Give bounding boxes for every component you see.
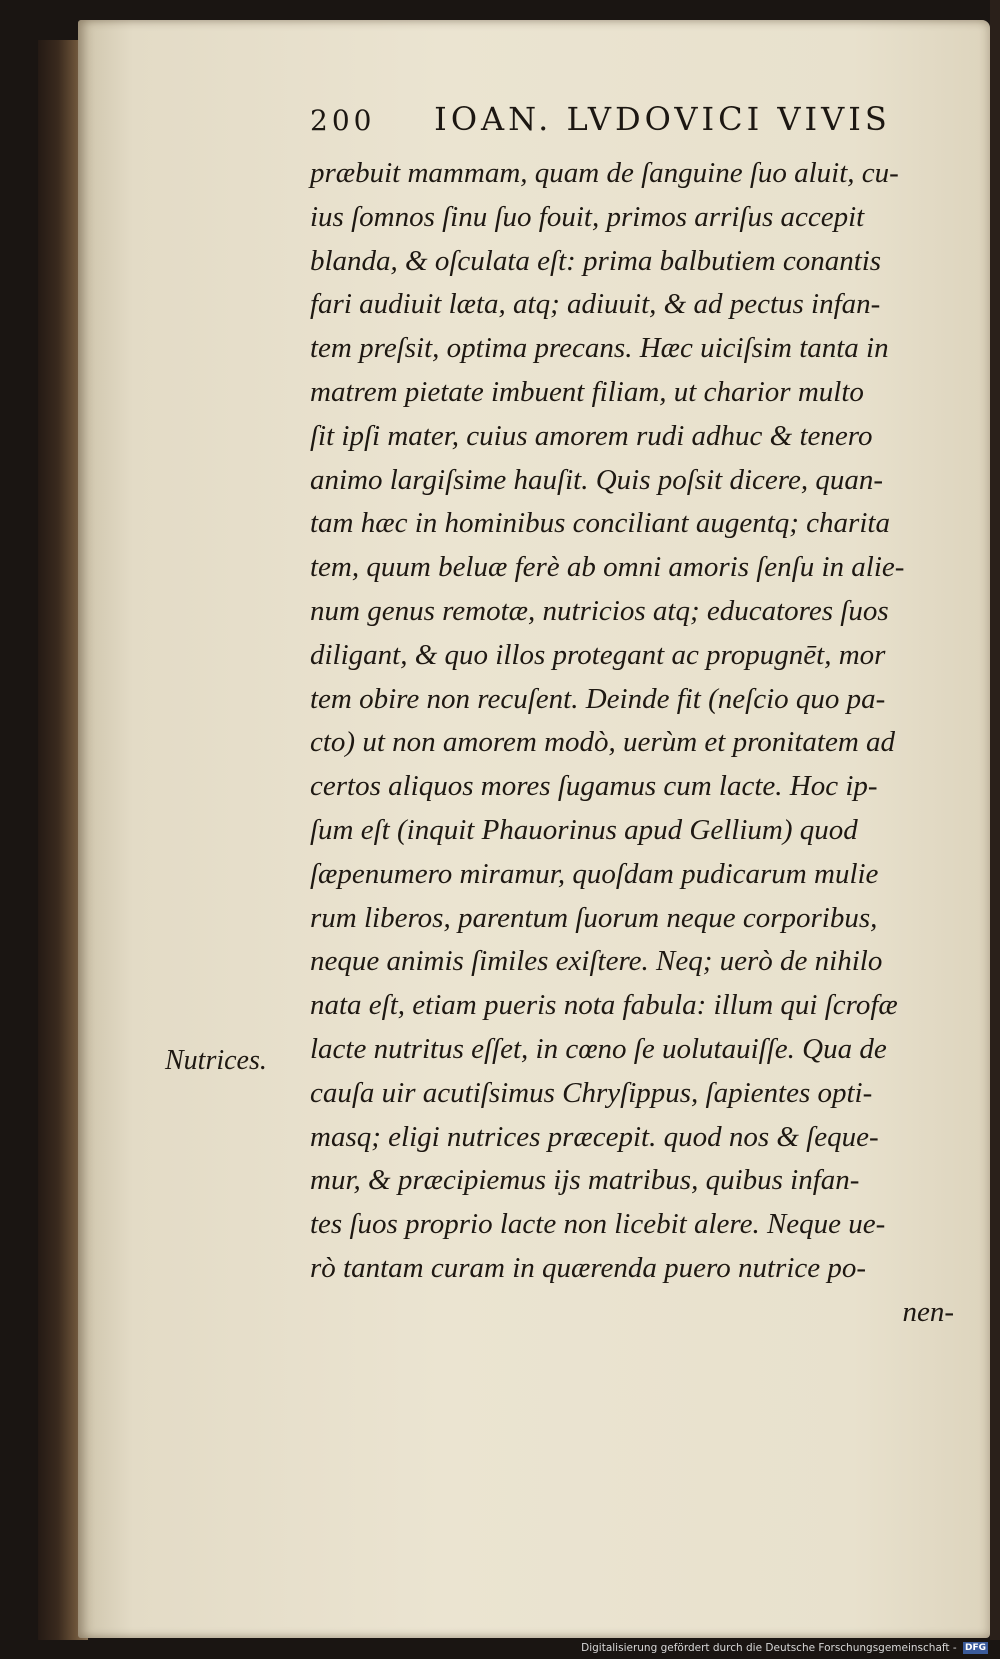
text-line: rò tantam curam in quærenda puero nutrice po- <box>310 1251 867 1284</box>
text-line: lacte nutritus eſſet, in cœno ſe uolutauiſſe. Qua de <box>310 1032 887 1065</box>
text-line: certos aliquos mores ſugamus cum lacte. Hoc ip- <box>310 770 878 803</box>
text-line: ſit ipſi mater, cuius amorem rudi adhuc & tenero <box>310 419 873 452</box>
catchword: nen- <box>902 1295 954 1328</box>
text-line: num genus remotæ, nutricios atq; educatores ſuos <box>310 594 889 627</box>
dfg-logo: DFG <box>964 1643 986 1653</box>
digitization-footer <box>581 1641 988 1655</box>
text-line: tem obire non recuſent. Deinde fit (neſcio quo pa- <box>310 682 886 715</box>
text-line: tem, quum beluæ ferè ab omni amoris ſenſu in alie- <box>310 551 905 584</box>
text-line: mur, & præcipiemus ijs matribus, quibus infan- <box>310 1164 860 1197</box>
footer-text: Digitalisierung gefördert durch die Deutsche Forschungsgemeinschaft - <box>581 1642 957 1654</box>
text-line: rum liberos, parentum ſuorum neque corporibus, <box>310 901 878 934</box>
text-line: animo largiſsime hauſit. Quis poſsit dicere, quan- <box>310 463 883 496</box>
running-head: IOAN. LVDOVICI VIVIS <box>434 100 891 138</box>
text-line: tem preſsit, optima precans. Hæc uiciſsim tanta in <box>310 332 889 365</box>
text-line: neque animis ſimiles exiſtere. Neq; uerò de nihilo <box>310 945 883 978</box>
page-number: 200 <box>310 104 376 137</box>
text-line: cauſa uir acutiſsimus Chryſippus, ſapientes opti- <box>310 1076 873 1109</box>
text-line: ius ſomnos ſinu ſuo fouit, primos arriſus accepit <box>310 200 865 233</box>
scan-right-edge <box>990 0 1000 1640</box>
text-line: præbuit mammam, quam de ſanguine ſuo aluit, cu- <box>310 157 899 189</box>
marginal-note: Nutrices. <box>165 1045 267 1076</box>
text-line: cto) ut non amorem modò, uerùm et pronitatem ad <box>310 726 896 759</box>
text-line: tam hæc in hominibus conciliant augentq; charita <box>310 507 890 540</box>
text-line: fari audiuit læta, atq; adiuuit, & ad pectus infan- <box>310 288 881 321</box>
page-header <box>310 100 930 140</box>
text-line: ſum eſt (inquit Phauorinus apud Gellium) quod <box>310 813 858 846</box>
text-line: tes ſuos proprio lacte non licebit alere. Neque ue- <box>310 1208 886 1241</box>
text-line: nata eſt, etiam pueris nota fabula: illum qui ſcrofæ <box>310 989 898 1022</box>
text-line: masq; eligi nutrices præcepit. quod nos & ſeque- <box>310 1120 879 1153</box>
text-line: blanda, & oſculata eſt: prima balbutiem conantis <box>310 244 882 277</box>
text-line: diligant, & quo illos protegant ac propugnēt, mor <box>310 638 886 671</box>
body-text <box>310 152 960 1335</box>
text-line: ſæpenumero miramur, quoſdam pudicarum mulie <box>310 857 879 890</box>
text-line: matrem pietate imbuent filiam, ut charior multo <box>310 375 864 408</box>
